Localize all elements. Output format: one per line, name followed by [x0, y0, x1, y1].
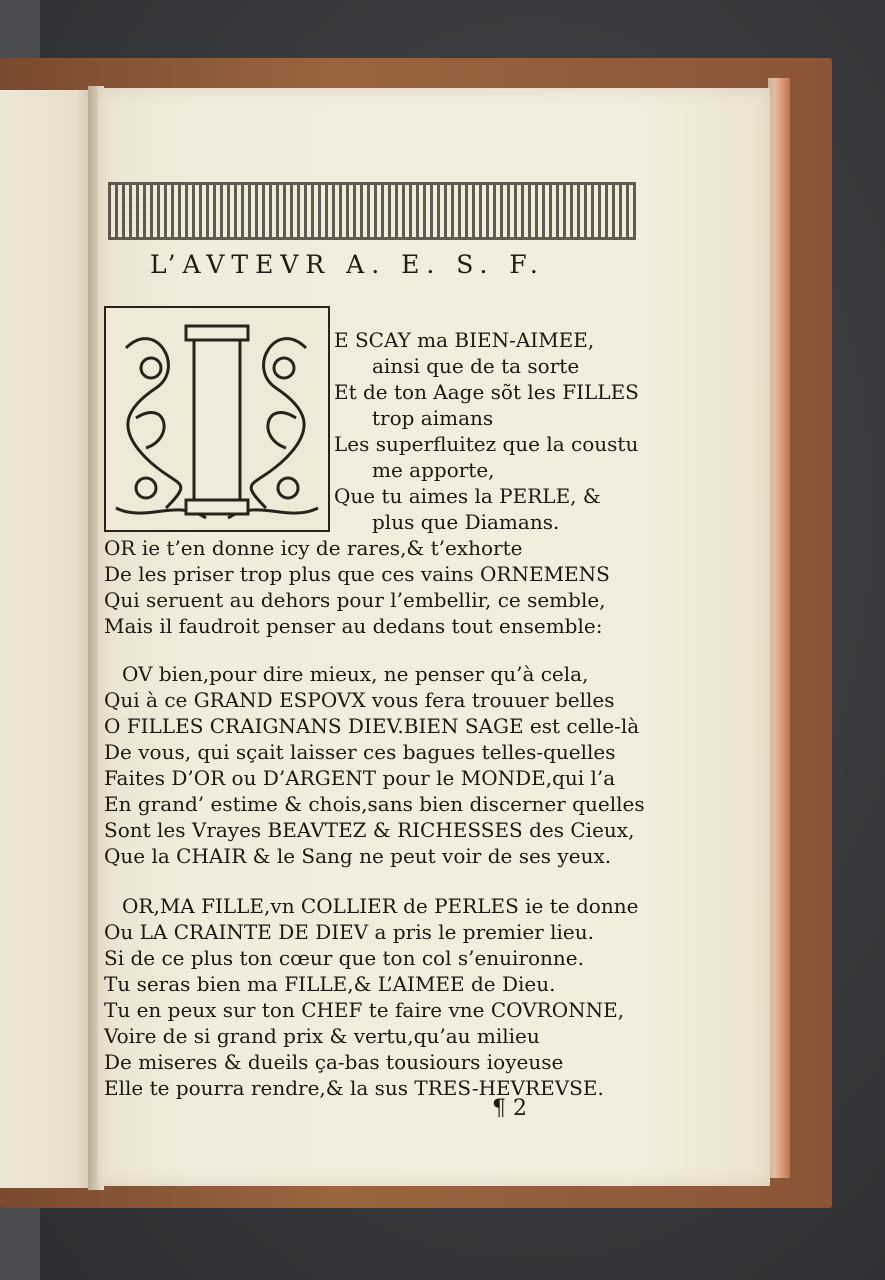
poem-line: OV bien,pour dire mieux, ne penser qu’à cela,: [122, 662, 589, 686]
poem-line: Que tu aimes la PERLE, &: [334, 484, 601, 508]
poem-line: Voire de si grand prix & vertu,qu’au milieu: [104, 1024, 540, 1048]
poem-line: Ou LA CRAINTE DE DIEV a pris le premier lieu.: [104, 920, 594, 944]
poem-line: Qui seruent au dehors pour l’embellir, ce semble,: [104, 588, 606, 612]
floral-initial-icon: [106, 308, 328, 530]
poem-line: Les superfluitez que la coustu: [334, 432, 639, 456]
poem-line: OR,MA FILLE,vn COLLIER de PERLES ie te donne: [122, 894, 639, 918]
poem-line: Elle te pourra rendre,& la sus TRES-HEVREVSE.: [104, 1076, 604, 1100]
poem-line: O FILLES CRAIGNANS DIEV.BIEN SAGE est celle-là: [104, 714, 640, 738]
poem-line: De vous, qui sçait laisser ces bagues telles-quelles: [104, 740, 616, 764]
poem-line: OR ie t’en donne icy de rares,& t’exhorte: [104, 536, 523, 560]
decorated-initial: [104, 306, 330, 532]
poem-line: me apporte,: [372, 458, 495, 482]
page-heading: L’AVTEVR A. E. S. F.: [150, 250, 545, 279]
poem-line: Tu seras bien ma FILLE,& L’AIMEE de Dieu.: [104, 972, 556, 996]
poem-line: E SCAY ma BIEN-AIMEE,: [334, 328, 595, 352]
poem-line: Faites D’OR ou D’ARGENT pour le MONDE,qui l’a: [104, 766, 616, 790]
poem-line: trop aimans: [372, 406, 494, 430]
left-page: [0, 90, 95, 1188]
poem-line: Qui à ce GRAND ESPOVX vous fera trouuer belles: [104, 688, 615, 712]
poem-line: En grand’ estime & chois,sans bien discerner quelles: [104, 792, 645, 816]
poem-line: De les priser trop plus que ces vains ORNEMENS: [104, 562, 610, 586]
signature-mark: ¶ 2: [492, 1096, 527, 1121]
poem-line: plus que Diamans.: [372, 510, 560, 534]
headpiece-ornament: [108, 182, 636, 240]
poem-line: Mais il faudroit penser au dedans tout ensemble:: [104, 614, 603, 638]
page-edges-red: [768, 78, 790, 1178]
poem-line: Et de ton Aage sõt les FILLES: [334, 380, 639, 404]
poem-line: Tu en peux sur ton CHEF te faire vne COVRONNE,: [104, 998, 625, 1022]
poem-line: De miseres & dueils ça-bas tousiours ioyeuse: [104, 1050, 564, 1074]
poem-line: Que la CHAIR & le Sang ne peut voir de ses yeux.: [104, 844, 612, 868]
poem-line: ainsi que de ta sorte: [372, 354, 580, 378]
poem-line: Si de ce plus ton cœur que ton col s’enuironne.: [104, 946, 584, 970]
poem-line: Sont les Vrayes BEAVTEZ & RICHESSES des Cieux,: [104, 818, 635, 842]
